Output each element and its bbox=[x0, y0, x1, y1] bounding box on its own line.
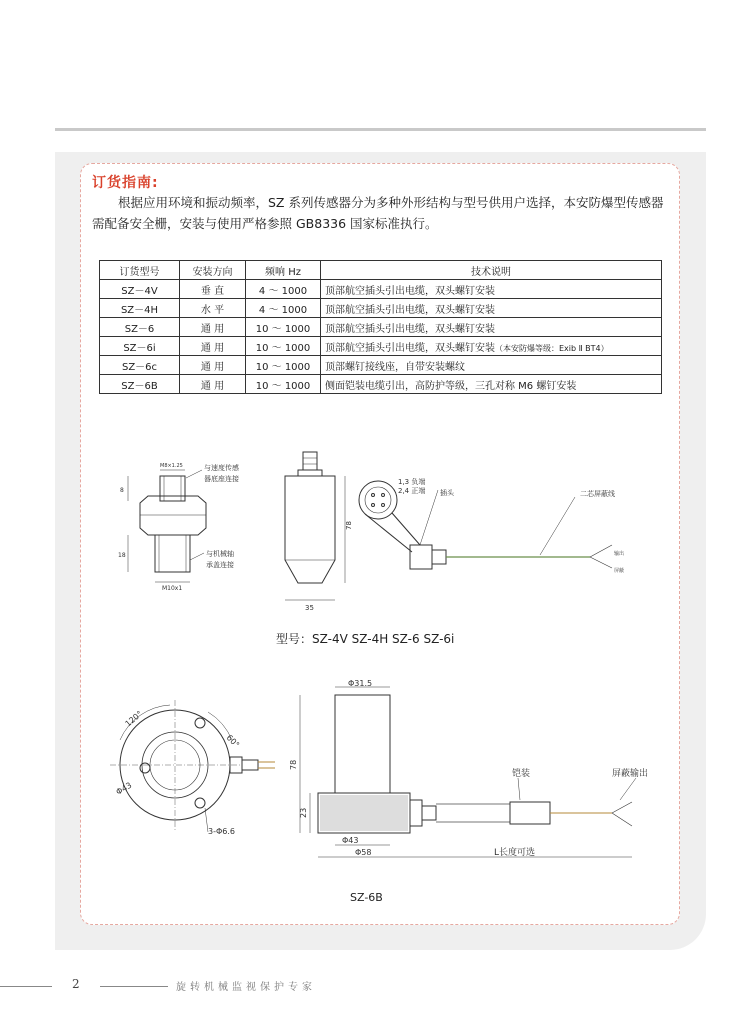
drawing1-caption: 型号：SZ-4V SZ-4H SZ-6 SZ-6i bbox=[276, 632, 455, 646]
cable-length-label: L长度可选 bbox=[494, 848, 536, 858]
stud-note-top-line1: 与速度传感 bbox=[204, 464, 239, 472]
cell-frequency: 10 ～ 1000 bbox=[246, 337, 321, 356]
body-width-dimension: 35 bbox=[305, 604, 314, 612]
wire-output-label: 输出 bbox=[614, 551, 625, 557]
description-text: 侧面铠装电缆引出，高防护等级，三孔对称 M6 螺钉安装 bbox=[325, 380, 577, 392]
stud-top-dimension: 8 bbox=[120, 487, 124, 494]
cell-model: SZ－6i bbox=[100, 337, 180, 356]
cell-model: SZ－4H bbox=[100, 299, 180, 318]
pin-label-negative: 1,3 负端 bbox=[398, 478, 426, 486]
sensor-body-drawing bbox=[285, 452, 345, 600]
description-text: 顶部航空插头引出电缆，双头螺钉安装 bbox=[325, 323, 495, 335]
stud-thread-bottom-label: M10x1 bbox=[162, 585, 183, 592]
top-diameter-label: Φ31.5 bbox=[348, 679, 373, 688]
sensor-side-view-drawing bbox=[300, 687, 636, 857]
cell-direction: 水 平 bbox=[180, 299, 246, 318]
header-description: 技术说明 bbox=[321, 261, 662, 280]
section-heading: 订货指南: bbox=[92, 175, 159, 191]
cell-frequency: 10 ～ 1000 bbox=[246, 375, 321, 394]
pin-label-positive: 2,4 正端 bbox=[398, 487, 426, 495]
description-text: 顶部螺钉接线座，自带安装螺纹 bbox=[325, 361, 465, 373]
table-header-row bbox=[100, 261, 662, 280]
mounting-stud-drawing bbox=[128, 470, 206, 582]
angle-120-label: 120° bbox=[123, 709, 145, 729]
cell-direction: 垂 直 bbox=[180, 280, 246, 299]
connector-cable-drawing bbox=[359, 481, 612, 569]
cell-description bbox=[321, 356, 662, 375]
footer-rule-left bbox=[0, 986, 52, 987]
ordering-table bbox=[99, 260, 662, 394]
cable-label: 二芯屏蔽线 bbox=[580, 490, 615, 498]
description-text: 顶部航空插头引出电缆，双头螺钉安装 bbox=[325, 304, 495, 316]
stud-thread-top-label: M8×1.25 bbox=[160, 463, 183, 469]
base-inner-diameter-label: Φ43 bbox=[342, 836, 359, 845]
base-diameter-label: Φ58 bbox=[355, 848, 372, 857]
header-model: 订货型号 bbox=[100, 261, 180, 280]
cell-description bbox=[321, 299, 662, 318]
cell-description bbox=[321, 280, 662, 299]
cell-description bbox=[321, 375, 662, 394]
wire-shield-label: 屏蔽 bbox=[614, 568, 625, 574]
base-height-label: 23 bbox=[299, 807, 308, 818]
cell-frequency: 4 ～ 1000 bbox=[246, 299, 321, 318]
explosion-proof-note: （本安防爆等级：Exib Ⅱ BT4） bbox=[495, 343, 609, 353]
table-row bbox=[100, 337, 662, 356]
sensor-drawing-sz4-sz6 bbox=[100, 440, 660, 630]
header-direction: 安装方向 bbox=[180, 261, 246, 280]
table-row bbox=[100, 318, 662, 337]
drawing2-caption: SZ-6B bbox=[350, 891, 383, 904]
cell-model: SZ－6 bbox=[100, 318, 180, 337]
cell-frequency: 10 ～ 1000 bbox=[246, 356, 321, 375]
cell-frequency: 4 ～ 1000 bbox=[246, 280, 321, 299]
cell-direction: 通 用 bbox=[180, 356, 246, 375]
stud-note-top-line2: 器底座连接 bbox=[204, 475, 239, 483]
sensor-drawing-sz6b bbox=[100, 670, 660, 870]
description-text: 顶部航空插头引出电缆，双头螺钉安装 bbox=[325, 285, 495, 297]
cell-model: SZ－6B bbox=[100, 375, 180, 394]
cell-direction: 通 用 bbox=[180, 318, 246, 337]
plug-label: 插头 bbox=[440, 489, 454, 497]
header-frequency: 频响 Hz bbox=[246, 261, 321, 280]
pitch-diameter-label: Φ43 bbox=[114, 780, 134, 797]
footer-rule-right bbox=[100, 986, 168, 987]
cell-description bbox=[321, 318, 662, 337]
cell-description bbox=[321, 337, 662, 356]
armor-label: 铠装 bbox=[512, 769, 531, 779]
description-text: 顶部航空插头引出电缆，双头螺钉安装 bbox=[325, 342, 495, 354]
table-row bbox=[100, 299, 662, 318]
table-row bbox=[100, 356, 662, 375]
page-number: 2 bbox=[72, 977, 80, 991]
stud-note-bottom-line1: 与机械轴 bbox=[206, 550, 234, 558]
table-row bbox=[100, 280, 662, 299]
table-row bbox=[100, 375, 662, 394]
shield-output-label: 屏蔽输出 bbox=[612, 769, 649, 779]
cell-model: SZ－6c bbox=[100, 356, 180, 375]
intro-paragraph: 根据应用环境和振动频率，SZ 系列传感器分为多种外形结构与型号供用户选择，本安防爆型传感器需配备安全栅，安装与使用严格参照 GB8336 国家标准执行。 bbox=[92, 195, 664, 231]
angle-60-label: 60° bbox=[224, 733, 241, 750]
stud-bottom-dimension: 18 bbox=[118, 552, 126, 559]
cell-direction: 通 用 bbox=[180, 337, 246, 356]
cell-model: SZ－4V bbox=[100, 280, 180, 299]
footer-slogan: 旋转机械监视保护专家 bbox=[176, 982, 316, 993]
height-label: 78 bbox=[289, 759, 298, 770]
mounting-holes-label: 3-Φ6.6 bbox=[208, 827, 235, 836]
top-rule bbox=[55, 128, 706, 131]
stud-note-bottom-line2: 承盖连接 bbox=[206, 561, 234, 569]
cell-frequency: 10 ～ 1000 bbox=[246, 318, 321, 337]
cell-direction: 通 用 bbox=[180, 375, 246, 394]
body-height-dimension: 78 bbox=[345, 521, 353, 530]
